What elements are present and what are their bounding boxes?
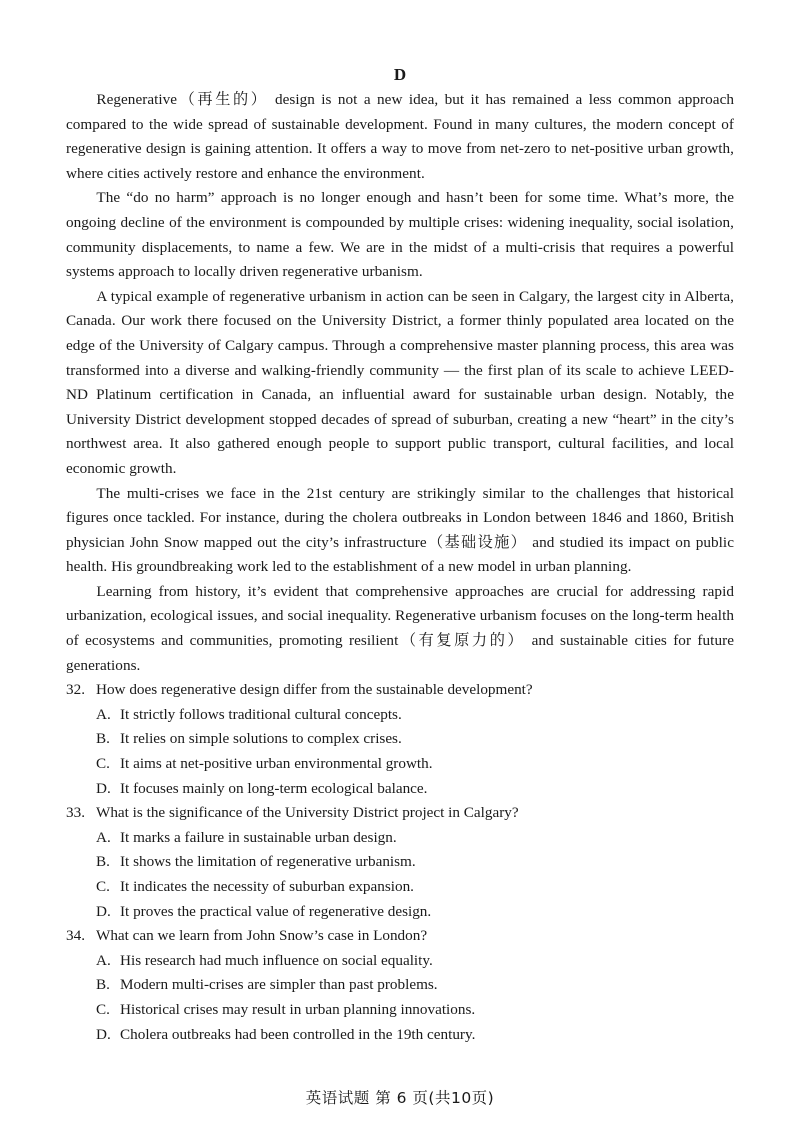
question-number: 32. <box>66 681 85 699</box>
option-text: It proves the practical value of regenerative design. <box>120 902 432 920</box>
section-heading: D <box>393 65 407 84</box>
passage <box>66 88 734 678</box>
option-letter: C. <box>96 755 110 773</box>
option-text: Historical crises may result in urban planning innovations. <box>120 1000 476 1018</box>
option-a[interactable] <box>66 949 734 974</box>
option-text: Cholera outbreaks had been controlled in the 19th century. <box>120 1025 476 1043</box>
question-stem: What is the significance of the University District project in Calgary? <box>96 804 519 822</box>
exam-page <box>66 62 734 1047</box>
option-text: It relies on simple solutions to complex crises. <box>120 730 402 748</box>
option-letter: D. <box>96 902 111 920</box>
option-letter: A. <box>96 705 111 723</box>
option-letter: C. <box>96 1000 110 1018</box>
option-b[interactable] <box>66 727 734 752</box>
option-text: It aims at net-positive urban environmental growth. <box>120 755 433 773</box>
option-letter: C. <box>96 878 110 895</box>
option-letter: B. <box>96 976 110 994</box>
option-text: It focuses mainly on long-term ecological balance. <box>120 779 428 797</box>
passage-paragraph: A typical example of regenerative urbanism in action can be seen in Calgary, the largest city in Alberta, Canada. Our work there focused on the University District, a former thinly populated area located on the edge of the University of Calgary campus. Through a comprehensive master planning process, this area was transformed into a diverse and walking-friendly community — the first plan of its scale to achieve LEED-ND Platinum certification in Canada, an influential award for sustainable urban design. Notably, the University District development stopped decades of spread of suburban, creating a new “heart” in the city’s northwest area. It also gathered enough people to support public transport, cultural facilities, and local economic growth. <box>66 287 734 477</box>
option-letter: D. <box>96 1025 111 1043</box>
question-list <box>66 678 734 1047</box>
question-34 <box>66 924 734 1047</box>
passage-paragraph: Regenerative（再生的） design is not a new idea, but it has remained a less common approach compared to the wide spread of sustainable development. Found in many cultures, the modern concept of regenerative design is gaining attention. It offers a way to move from net-zero to net-positive urban growth, where cities actively restore and enhance the environment. <box>66 91 734 182</box>
option-letter: B. <box>96 730 110 748</box>
option-text: His research had much influence on social equality. <box>120 951 433 969</box>
page-footer: 英语试题 第 6 页(共10页) <box>305 1089 495 1107</box>
option-text: It strictly follows traditional cultural concepts. <box>120 705 402 723</box>
option-d[interactable] <box>66 777 734 802</box>
option-letter: A. <box>96 951 111 969</box>
option-letter: B. <box>96 853 110 871</box>
question-stem: What can we learn from John Snow’s case in London? <box>96 927 428 945</box>
option-a[interactable] <box>66 826 734 851</box>
passage-paragraph: The “do no harm” approach is no longer enough and hasn’t been for some time. What’s more, the ongoing decline of the environment is compounded by multiple crises: widening inequality, social isolation, community displacements, to name a few. We are in the midst of a multi-crisis that requires a powerful systems approach to locally driven regenerative urbanism. <box>66 189 734 281</box>
option-letter: D. <box>96 779 111 797</box>
option-d[interactable] <box>66 900 734 925</box>
question-33 <box>66 801 734 924</box>
option-text: It indicates the necessity of suburban expansion. <box>120 878 414 895</box>
option-d[interactable] <box>66 1023 734 1048</box>
passage-paragraph: The multi-crises we face in the 21st century are strikingly similar to the challenges that historical figures once tackled. For instance, during the cholera outbreaks in London between 1846 and 1860, British physician John Snow mapped out the city’s infrastructure（基础设施） and studied its impact on public health. His groundbreaking work led to the establishment of a new model in urban planning. <box>66 484 734 576</box>
question-number: 33. <box>66 804 85 822</box>
option-a[interactable] <box>66 703 734 728</box>
option-c[interactable] <box>66 752 734 777</box>
option-c[interactable] <box>66 998 734 1023</box>
question-number: 34. <box>66 927 85 945</box>
option-text: Modern multi-crises are simpler than past problems. <box>120 976 438 994</box>
option-letter: A. <box>96 828 111 846</box>
option-c[interactable] <box>66 875 734 900</box>
option-text: It marks a failure in sustainable urban design. <box>120 828 397 846</box>
passage-paragraph: Learning from history, it’s evident that comprehensive approaches are crucial for addressing rapid urbanization, ecological issues, and social inequality. Regenerative urbanism focuses on the long-term health of ecosystems and communities, promoting resilient（有复原力的） and sustainable cities for future generations. <box>66 582 734 674</box>
option-b[interactable] <box>66 973 734 998</box>
question-32 <box>66 678 734 801</box>
question-stem: How does regenerative design differ from the sustainable development? <box>96 681 533 699</box>
option-b[interactable] <box>66 850 734 875</box>
option-text: It shows the limitation of regenerative urbanism. <box>120 853 416 871</box>
